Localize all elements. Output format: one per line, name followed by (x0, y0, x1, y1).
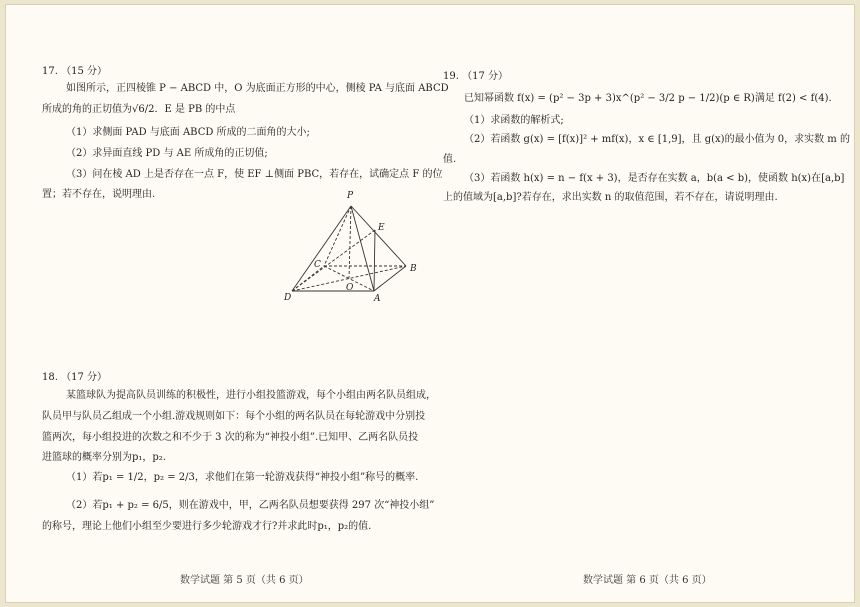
q19-item1: （1）求函数的解析式; (464, 115, 564, 126)
label-a: A (374, 294, 381, 304)
q19-item2a: （2）若函数 g(x) = [f(x)]² + mf(x)，x ∈ [1,9]，且 g(x)的最小值为 0，求实数 m 的 (464, 134, 850, 145)
edge-pd (292, 206, 351, 291)
q17-item1: （1）求侧面 PAD 与底面 ABCD 所成的二面角的大小; (66, 127, 310, 138)
q18-header: 18. （17 分） (42, 372, 107, 383)
page-6 (431, 5, 856, 602)
label-e: E (378, 223, 385, 233)
q18-line4: 进篮球的概率分别为p₁，p₂. (42, 452, 166, 463)
q18-line1: 某篮球队为提高队员训练的积极性，进行小组投篮游戏，每个小组由两名队员组成， (66, 390, 436, 401)
segment-po (349, 206, 351, 278)
label-c: C (314, 260, 321, 270)
q17-item3a: （3）问在棱 AD 上是否存在一点 F，使 EF ⊥侧面 PBC，若存在，试确定点 F 的位 (66, 169, 443, 180)
page-5 (6, 5, 449, 602)
q19-item3a: （3）若函数 h(x) = n − f(x + 3)，是否存在实数 a，b(a < b)，使函数 h(x)在[a,b] (464, 173, 845, 184)
q18-item2a: （2）若p₁ + p₂ = 6/5，则在游戏中，甲，乙两名队员想要获得 297 次“神投小组” (66, 500, 435, 511)
q19-item3b: 上的值域为[a,b]?若存在，求出实数 n 的取值范围，若不存在，请说明理由. (443, 192, 778, 203)
q17-header: 17. （15 分） (42, 66, 107, 77)
label-d: D (284, 293, 292, 303)
q17-item3b: 置；若不存在，说明理由. (42, 189, 156, 200)
q17-line2: 所成的角的正切值为√6/2．E 是 PB 的中点 (42, 104, 236, 115)
q17-item2: （2）求异面直线 PD 与 AE 所成角的正切值; (66, 148, 268, 159)
footer-page-6: 数学试题 第 6 页（共 6 页） (583, 575, 712, 586)
label-p: P (347, 191, 354, 201)
q17-line1: 如图所示，正四棱锥 P − ABCD 中，O 为底面正方形的中心，侧棱 PA 与底面 ABCD (66, 83, 449, 94)
q19-line1: 已知幂函数 f(x) = (p² − 3p + 3)x^(p² − 3/2 p − 1/2)(p ∈ R)满足 f(2) < f(4). (464, 93, 832, 104)
q18-line2: 队员甲与队员乙组成一个小组.游戏规则如下：每个小组的两名队员在每轮游戏中分别投 (42, 411, 426, 422)
footer-page-5: 数学试题 第 5 页（共 6 页） (180, 575, 309, 586)
q18-item1: （1）若p₁ = 1/2，p₂ = 2/3，求他们在第一轮游戏获得“神投小组”称号的概率. (66, 472, 419, 483)
label-o: O (346, 283, 354, 293)
segment-ae (374, 230, 375, 291)
edge-pc (324, 206, 351, 266)
q19-header: 19. （17 分） (443, 71, 508, 82)
q18-item2b: 的称号，理论上他们小组至少要进行多少轮游戏才行?并求此时p₁，p₂的值. (42, 521, 372, 532)
q19-item2b: 值. (443, 154, 457, 165)
exam-sheet (5, 4, 855, 603)
pyramid-figure (276, 183, 436, 305)
q18-line3: 篮两次，每小组投进的次数之和不少于 3 次的称为“神投小组”.已知甲、乙两名队员投 (42, 432, 419, 443)
label-b: B (410, 264, 417, 274)
